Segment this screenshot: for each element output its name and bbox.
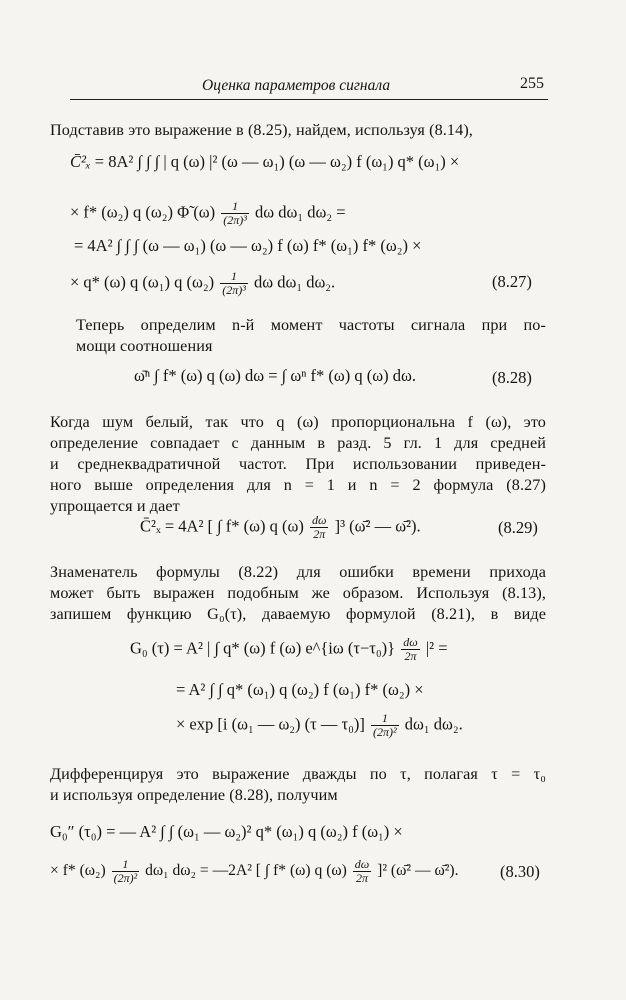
paragraph-1: Подставив это выражение в (8.25), найдем, используя (8.14), (50, 121, 473, 139)
equation-8-27-line-4: × q* (ω) q (ω₁) q (ω₂) $\frac{1}{\text{(2π)³}}$ dω dω₁ dω₂. (70, 269, 336, 297)
header-rule (70, 99, 548, 100)
equation-number-8-29: (8.29) (498, 518, 538, 537)
running-header (70, 72, 548, 98)
fraction: $\frac{d\omega}{2\pi}$ (354, 857, 370, 885)
fraction: $\frac{d\omega}{2\pi}$ (403, 635, 418, 663)
fraction: $\frac{1}{\text{(2π)²}}$ (373, 711, 397, 739)
fraction: $\frac{1}{\text{(2π)²}}$ (113, 857, 138, 885)
equation-8-28: ω̄ⁿ ∫ f* (ω) q (ω) dω = ∫ ωⁿ f* (ω) q (ω) dω. (134, 366, 416, 385)
equation-number-8-30: (8.30) (500, 862, 540, 881)
equation-g0-line-3: × exp [i (ω₁ — ω₂) (τ — τ₀)] $\frac{1}{\text{(2π)²}}$ dω₁ dω₂. (176, 711, 463, 739)
running-title: Оценка параметров сигнала (202, 77, 391, 94)
page-number: 255 (520, 75, 544, 92)
equation-8-27-line-3: = 4A² ∫ ∫ ∫ (ω — ω₁) (ω — ω₂) f (ω) f* (ω₁) f* (ω₂) × (74, 236, 422, 255)
equation-g0-line-2: = A² ∫ ∫ q* (ω₁) q (ω₂) f (ω₁) f* (ω₂) × (176, 680, 424, 699)
paragraph-4: Знаменатель формулы (8.22) для ошибки времени прихода может быть выражен подобным же образом. Используя (8.13), запишем функцию G₀(τ), даваемую формулой (8.21), в виде (50, 563, 546, 623)
fraction: $\frac{1}{\text{(2π)³}}$ (223, 199, 247, 227)
equation-number-8-27: (8.27) (492, 272, 532, 291)
equation-8-27-line-1: C̄²ₓ = 8A² ∫ ∫ ∫ | q (ω) |² (ω — ω₁) (ω — ω₂) f (ω₁) q* (ω₁) × (70, 152, 460, 171)
equation-8-30-line-2: × f* (ω₂) $\frac{1}{\text{(2π)²}}$ dω₁ dω₂ = —2A² [ ∫ f* (ω) q (ω) $\frac{d\omega}{2\pi}$ ]² (ω̄² — ω̄²). (50, 857, 459, 885)
equation-number-8-28: (8.28) (492, 368, 532, 387)
equation-g0-line-1: G₀ (τ) = A² | ∫ q* (ω) f (ω) e^{iω (τ−τ₀)} $\frac{d\omega}{2\pi}$ |² = (130, 635, 448, 663)
paragraph-3: Когда шум белый, так что q (ω) пропорциональна f (ω), это определение совпадает с данным в разд. 5 гл. 1 для средней и среднеквадратичной частот. При использовании приведен- ного выше определения для n = 1 и n = 2 формула (8.27) упрощается и дает (50, 413, 546, 515)
paragraph-2: Теперь определим n-й момент частоты сигнала при по- мощи соотношения (76, 316, 546, 355)
paragraph-5: Дифференцируя это выражение дважды по τ, полагая τ = τ₀ и используя определение (8.28), получим (50, 765, 546, 804)
equation-8-27-line-2: × f* (ω₂) q (ω₂) Φ̃ (ω) $\frac{1}{\text{(2π)³}}$ dω dω₁ dω₂ = (70, 199, 346, 227)
fraction: $\frac{d\omega}{2\pi}$ (312, 513, 327, 541)
equation-8-30-line-1: G₀″ (τ₀) = — A² ∫ ∫ (ω₁ — ω₂)² q* (ω₁) q (ω₂) f (ω₁) × (50, 822, 403, 841)
equation-8-29: C̄²ₓ = 4A² [ ∫ f* (ω) q (ω) $\frac{d\omega}{2\pi}$ ]³ (ω̄² — ω̄²). (140, 513, 421, 541)
fraction: $\frac{1}{\text{(2π)³}}$ (222, 269, 246, 297)
